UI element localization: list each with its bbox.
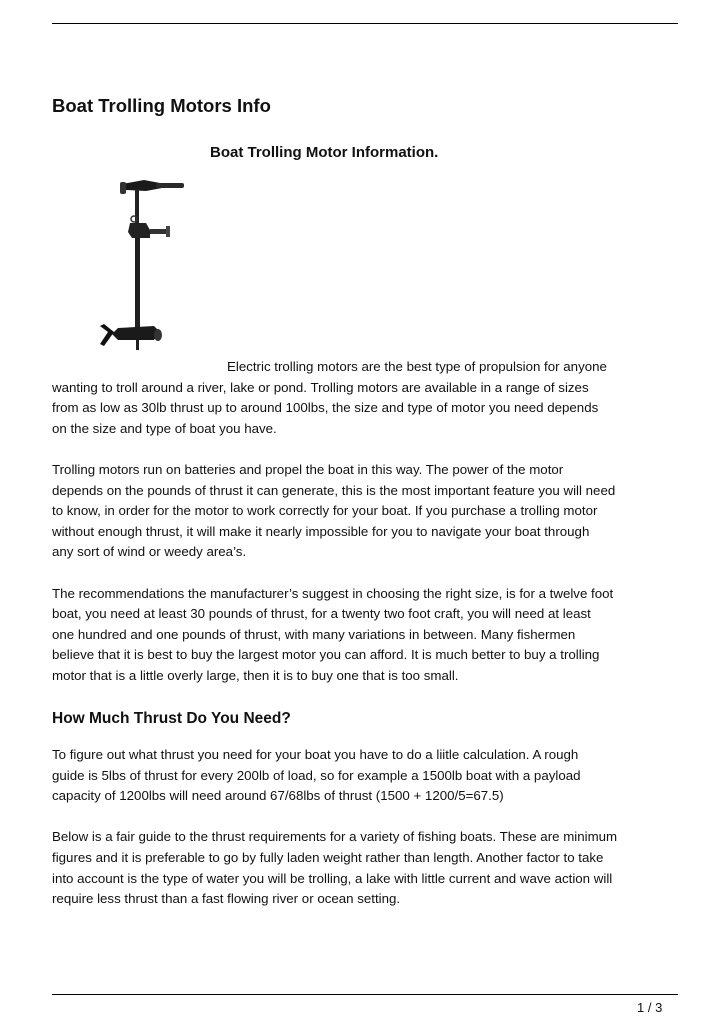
text-line: one hundred and one pounds of thrust, with many variations in between. Many fishermen [52,626,576,642]
page-number: 1 / 3 [637,1000,663,1015]
text-line: without enough thrust, it will make it nearly impossible for you to navigate your boat through [52,523,590,539]
paragraph-guide [52,827,680,909]
text-line: The recommendations the manufacturer’s suggest in choosing the right size, is for a twelve foot [52,585,614,601]
text-line: figures and it is preferable to go by fully laden weight rather than length. Another factor to take [52,850,604,866]
section-heading: How Much Thrust Do You Need? [52,710,291,728]
document-title: Boat Trolling Motors Info [52,95,271,116]
text-line: Electric trolling motors are the best type of propulsion for anyone [227,359,607,374]
text-line: depends on the pounds of thrust it can generate, this is the most important feature you will need [52,482,616,498]
text-line: to know, in order for the motor to work correctly for your boat. If you purchase a trolling motor [52,503,598,519]
paragraph-recommendations [52,584,680,687]
text-line: from as low as 30lb thrust up to around 100lbs, the size and type of motor you need depends [52,400,599,416]
text-line: wanting to troll around a river, lake or pond. Trolling motors are available in a range of sizes [52,379,589,395]
text-line: into account is the type of water you will be trolling, a lake with little current and wave action will [52,870,613,886]
top-rule [52,23,678,24]
paragraph-batteries [52,460,680,563]
trolling-motor-illustration-icon [96,174,188,358]
text-line: on the size and type of boat you have. [52,420,277,436]
document-body [52,357,680,930]
text-line: capacity of 1200lbs will need around 67/68lbs of thrust (1500 + 1200/5=67.5) [52,788,504,804]
intro-paragraph [52,357,680,439]
paragraph-calculation [52,745,680,807]
text-line: Below is a fair guide to the thrust requirements for a variety of fishing boats. These are minimum [52,829,618,845]
text-line: any sort of wind or weedy area’s. [52,544,247,560]
text-line: require less thrust than a fast flowing river or ocean setting. [52,891,401,907]
bottom-rule [52,994,678,995]
text-line: boat, you need at least 30 pounds of thrust, for a twenty two foot craft, you will need at least [52,606,591,622]
text-line: believe that it is best to buy the largest motor you can afford. It is much better to buy a trolling [52,647,600,663]
text-line: Trolling motors run on batteries and propel the boat in this way. The power of the motor [52,461,564,477]
text-line: To figure out what thrust you need for your boat you have to do a liitle calculation. A rough [52,747,579,763]
text-line: motor that is a little overly large, then it is to buy one that is too small. [52,667,459,683]
document-subtitle: Boat Trolling Motor Information. [210,144,439,161]
text-line: guide is 5lbs of thrust for every 200lb of load, so for example a 1500lb boat with a payload [52,767,581,783]
